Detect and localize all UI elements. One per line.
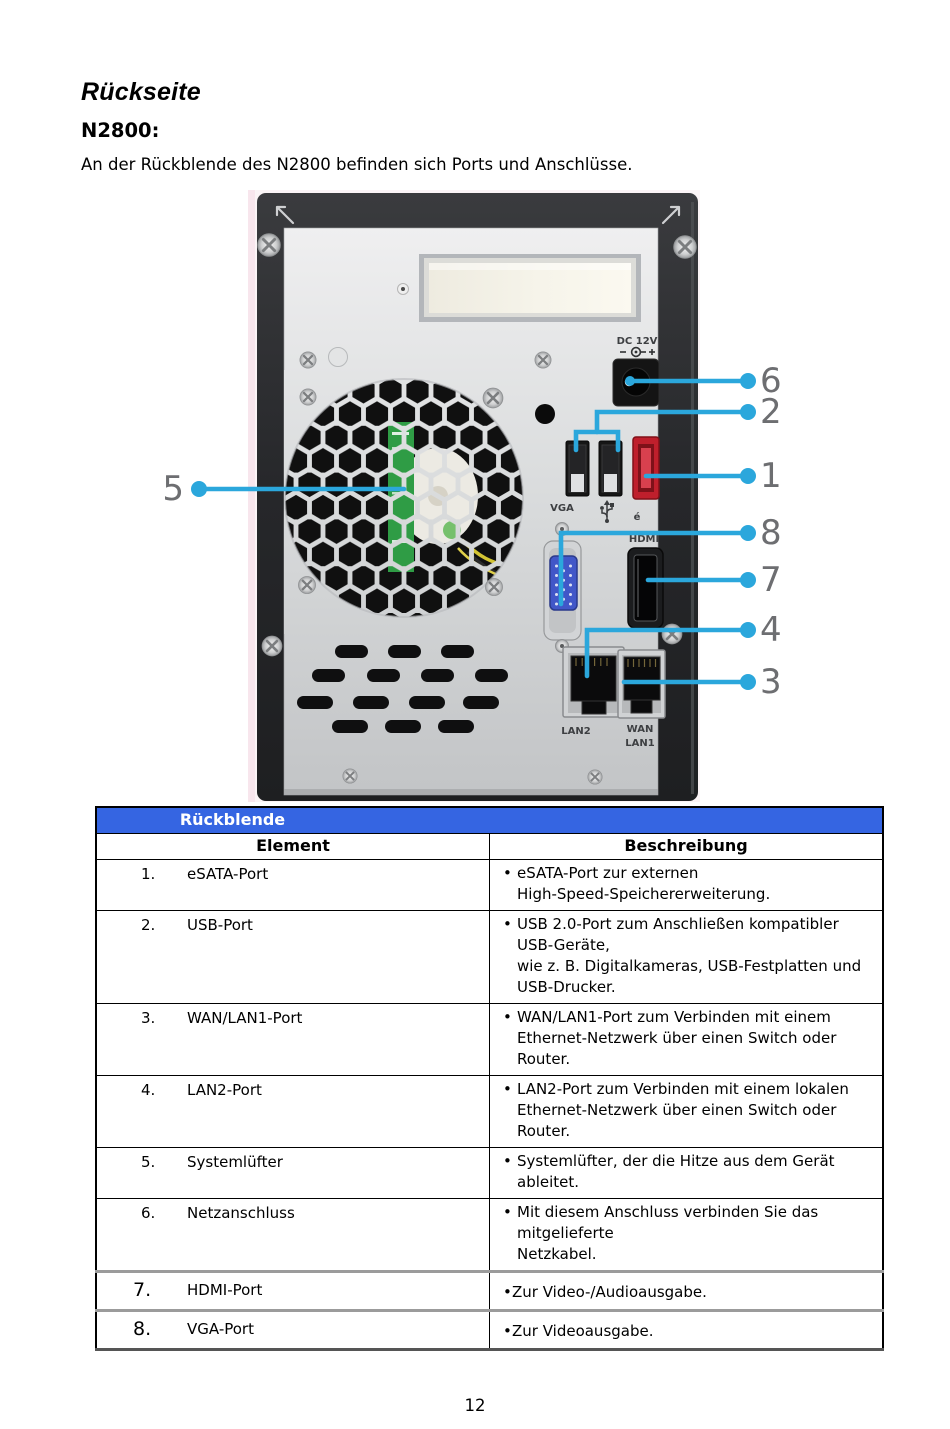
esata-port xyxy=(633,437,659,499)
row-desc: Zur Videoausgabe. xyxy=(512,1322,654,1340)
lan1-label: LAN1 xyxy=(625,738,655,749)
row-desc: WAN/LAN1-Port zum Verbinden mit einem Ethernet-Netzwerk über einen Switch oder Router. xyxy=(517,1008,837,1068)
hdmi-label: HDMI xyxy=(628,534,660,545)
callout-6: 6 xyxy=(760,361,782,401)
row-number: 1. xyxy=(141,865,156,883)
rear-panel-table-body xyxy=(96,807,883,1350)
callout-8: 8 xyxy=(760,513,782,553)
label-recess xyxy=(398,254,642,322)
model-heading: N2800: xyxy=(81,119,160,142)
bullet-icon: • xyxy=(503,1283,512,1301)
table-title-row xyxy=(96,807,883,834)
row-element: LAN2-Port xyxy=(187,1081,262,1099)
row-desc: eSATA-Port zur externen High-Speed-Speichererweiterung. xyxy=(517,864,771,903)
row-number: 2. xyxy=(141,916,156,934)
callout-1: 1 xyxy=(760,456,782,496)
row-desc: Systemlüfter, der die Hitze aus dem Gerät ableitet. xyxy=(517,1152,835,1191)
row-desc: USB 2.0-Port zum Anschließen kompatibler USB-Geräte, wie z. B. Digitalkameras, USB-Festplatten und USB-Drucker. xyxy=(517,915,862,996)
table-row xyxy=(96,1199,883,1272)
table-row xyxy=(96,1272,883,1311)
rear-panel-table xyxy=(95,806,884,1351)
intro-text: An der Rückblende des N2800 befinden sich Ports und Anschlüsse. xyxy=(81,155,633,174)
bullet-icon: • xyxy=(503,1008,512,1026)
row-element: Netzanschluss xyxy=(187,1204,295,1222)
table-row xyxy=(96,911,883,1004)
power-jack xyxy=(613,336,659,406)
callout-3: 3 xyxy=(760,662,782,702)
lan2-port xyxy=(563,647,624,717)
column-header-beschreibung: Beschreibung xyxy=(490,834,884,860)
row-number: 7. xyxy=(133,1279,152,1301)
power-label: DC 12V xyxy=(616,336,658,347)
bullet-icon: • xyxy=(503,864,512,882)
row-desc: LAN2-Port zum Verbinden mit einem lokalen Ethernet-Netzwerk über einen Switch oder Router. xyxy=(517,1080,849,1140)
callout-7: 7 xyxy=(760,560,782,600)
wan-label: WAN xyxy=(626,724,654,735)
callout-4: 4 xyxy=(760,610,782,650)
row-element: WAN/LAN1-Port xyxy=(187,1009,303,1027)
row-desc: Mit diesem Anschluss verbinden Sie das mitgelieferte Netzkabel. xyxy=(517,1203,819,1263)
device-rear-photo xyxy=(0,185,950,805)
bullet-icon: • xyxy=(503,1152,512,1170)
bullet-icon: • xyxy=(503,915,512,933)
row-element: Systemlüfter xyxy=(187,1153,283,1171)
row-element: VGA-Port xyxy=(187,1320,254,1338)
table-row xyxy=(96,1004,883,1076)
row-element: HDMI-Port xyxy=(187,1281,263,1299)
hdmi-port xyxy=(628,548,663,628)
column-header-element: Element xyxy=(96,834,490,860)
row-element: USB-Port xyxy=(187,916,253,934)
table-row xyxy=(96,1311,883,1350)
table-row xyxy=(96,1076,883,1148)
page-number: 12 xyxy=(464,1396,486,1415)
row-number: 4. xyxy=(141,1081,156,1099)
row-desc: Zur Video-/Audioausgabe. xyxy=(512,1283,707,1301)
row-number: 5. xyxy=(141,1153,156,1171)
bullet-icon: • xyxy=(503,1080,512,1098)
esata-icon: é xyxy=(633,512,641,523)
photo-edge-tint xyxy=(248,190,255,802)
bullet-icon: • xyxy=(503,1203,512,1221)
row-element: eSATA-Port xyxy=(187,865,269,883)
bullet-icon: • xyxy=(503,1322,512,1340)
table-row xyxy=(96,860,883,911)
table-row xyxy=(96,1148,883,1199)
callout-2: 2 xyxy=(760,392,782,432)
row-number: 3. xyxy=(141,1009,156,1027)
vga-label: VGA xyxy=(550,503,574,514)
table-title: Rückblende xyxy=(179,810,286,829)
panel-hole xyxy=(535,404,555,424)
row-number: 6. xyxy=(141,1204,156,1222)
table-header-row xyxy=(96,834,883,860)
page-title: Rückseite xyxy=(81,78,201,106)
callout-5: 5 xyxy=(162,469,184,509)
row-number: 8. xyxy=(133,1318,152,1340)
lan2-label: LAN2 xyxy=(561,726,591,737)
